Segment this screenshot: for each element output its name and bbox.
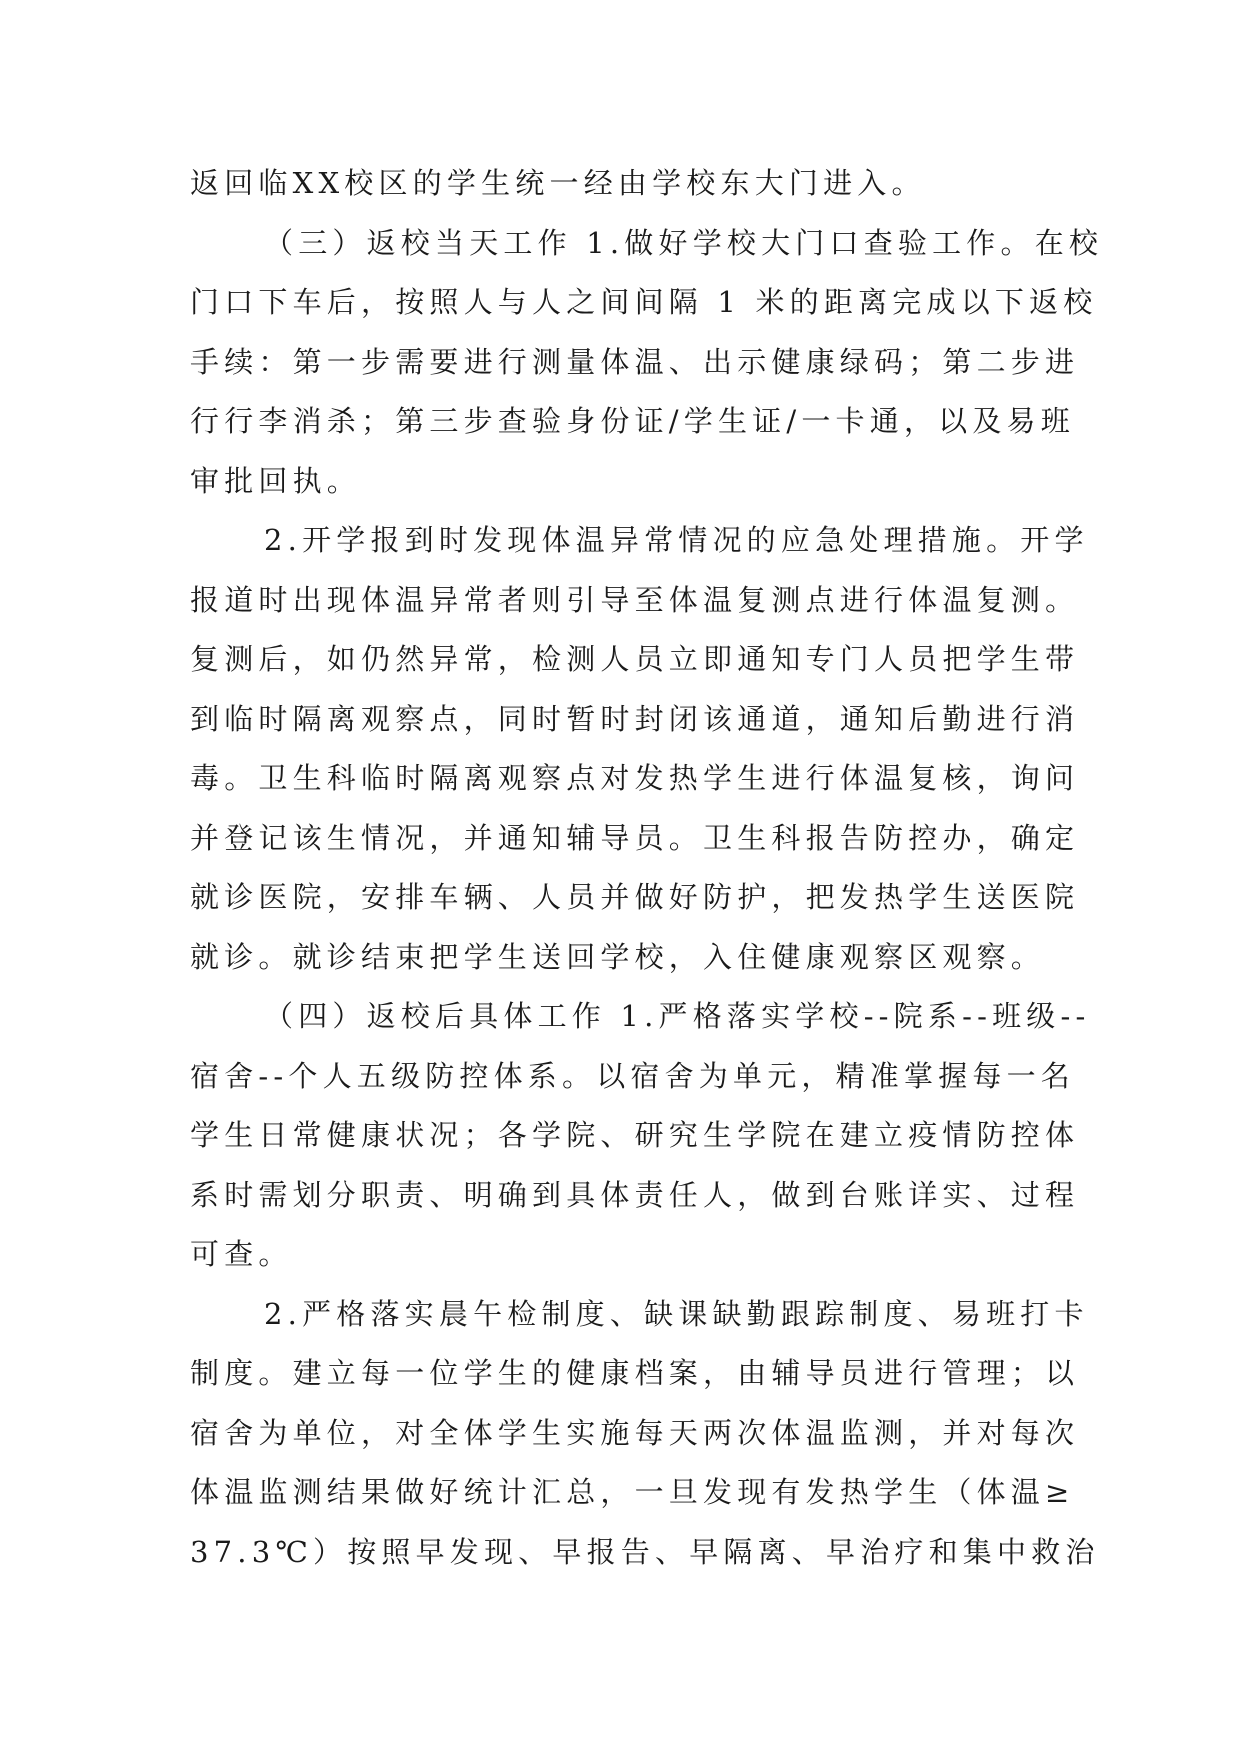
text-line: 制度。建立每一位学生的健康档案，由辅导员进行管理；以	[190, 1356, 1080, 1390]
text-line: （四）返校后具体工作 1.严格落实学校--院系--班级--	[264, 999, 1091, 1033]
text-line: 体温监测结果做好统计汇总，一旦发现有发热学生（体温≥	[190, 1475, 1075, 1509]
text-line: 宿舍--个人五级防控体系。以宿舍为单元，精准掌握每一名	[190, 1058, 1075, 1093]
text-line: 并登记该生情况，并通知辅导员。卫生科报告防控办，确定	[190, 820, 1080, 855]
text-line: 到临时隔离观察点，同时暂时封闭该通道，通知后勤进行消	[190, 701, 1080, 736]
text-line: 审批回执。	[190, 463, 362, 498]
text-line: 毒。卫生科临时隔离观察点对发热学生进行体温复核，询问	[190, 761, 1080, 795]
text-line: 门口下车后，按照人与人之间间隔 1 米的距离完成以下返校	[190, 285, 1098, 319]
text-line: 报道时出现体温异常者则引导至体温复测点进行体温复测。	[190, 582, 1080, 617]
text-line: 37.3℃）按照早发现、早报告、早隔离、早治疗和集中救治	[190, 1534, 1100, 1569]
text-line: 系时需划分职责、明确到具体责任人，做到台账详实、过程	[190, 1177, 1080, 1212]
text-line: 就诊。就诊结束把学生送回学校，入住健康观察区观察。	[190, 939, 1046, 974]
text-line: （三）返校当天工作 1.做好学校大门口查验工作。在校	[264, 225, 1104, 260]
text-line: 复测后，如仍然异常，检测人员立即通知专门人员把学生带	[190, 642, 1080, 676]
text-line: 就诊医院，安排车辆、人员并做好防护，把发热学生送医院	[190, 880, 1080, 914]
text-line: 手续：第一步需要进行测量体温、出示健康绿码；第二步进	[190, 344, 1080, 379]
text-line: 学生日常健康状况；各学院、研究生学院在建立疫情防控体	[190, 1118, 1080, 1152]
text-line: 2.开学报到时发现体温异常情况的应急处理措施。开学	[264, 523, 1089, 557]
text-line: 宿舍为单位，对全体学生实施每天两次体温监测，并对每次	[190, 1415, 1080, 1450]
text-line: 可查。	[190, 1237, 293, 1271]
text-line: 返回临XX校区的学生统一经由学校东大门进入。	[190, 166, 926, 200]
text-line: 2.严格落实晨午检制度、缺课缺勤跟踪制度、易班打卡	[264, 1296, 1089, 1331]
document-body	[190, 154, 1104, 1582]
text-line: 行行李消杀；第三步查验身份证/学生证/一卡通，以及易班	[190, 404, 1075, 438]
